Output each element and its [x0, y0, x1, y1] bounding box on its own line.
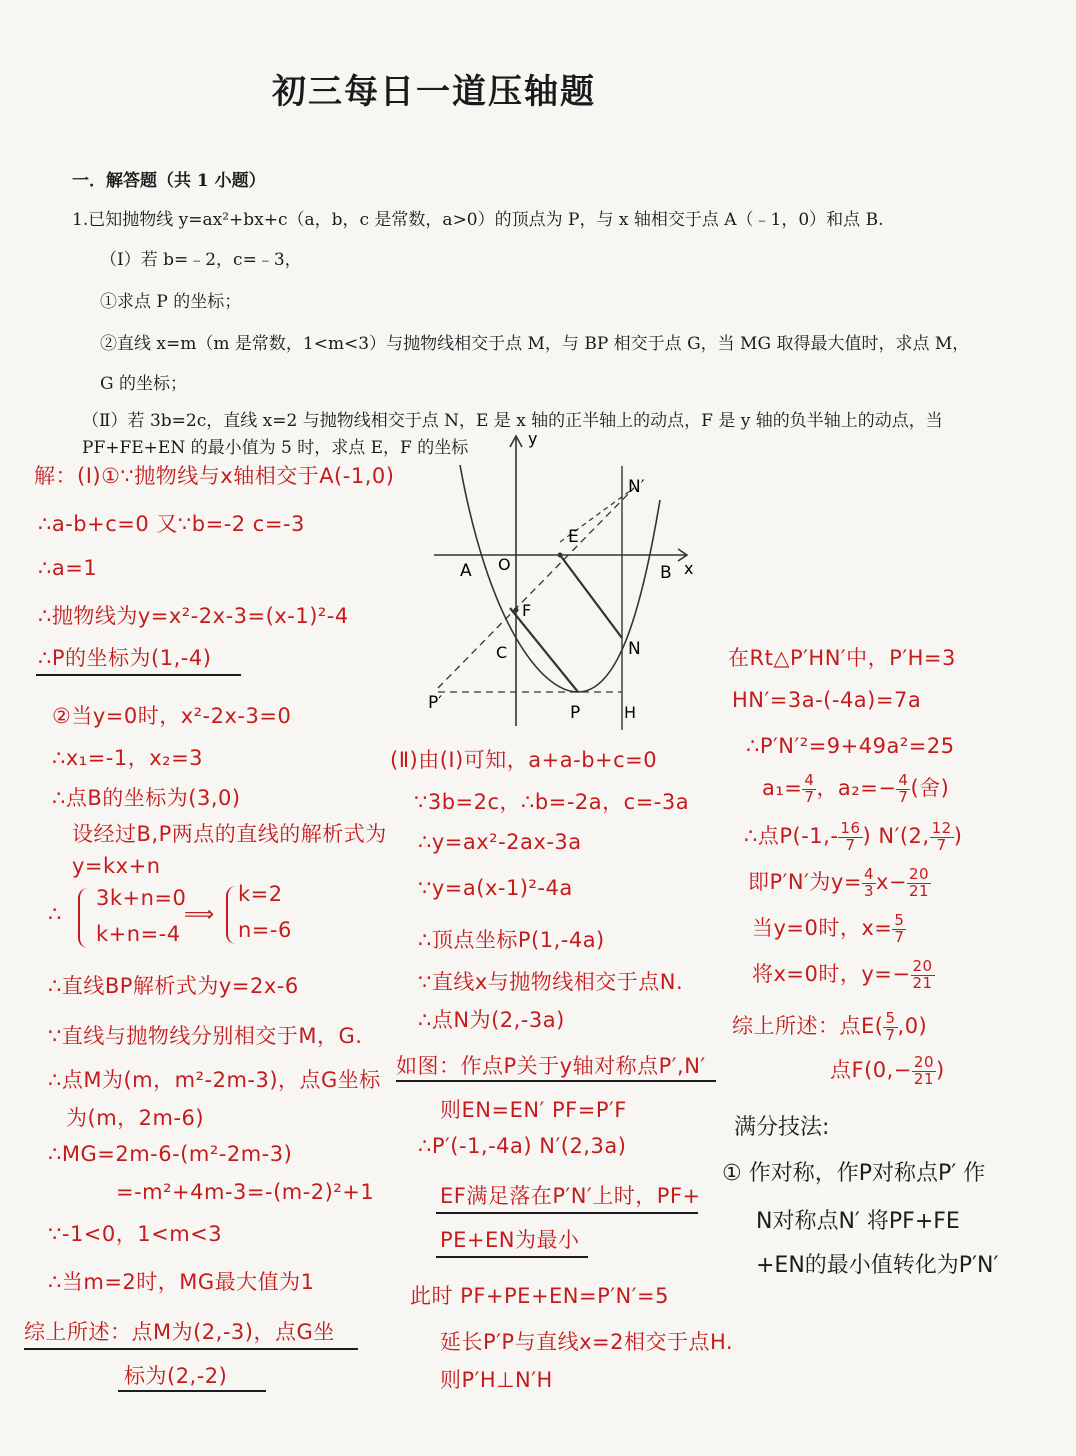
sol-right-line: 在Rt△P′HN′中，P′H=3 [728, 646, 956, 670]
fraction: $\frac{12}{7}$ [931, 818, 952, 854]
label-f: F [522, 601, 532, 620]
sol-left-line: 标为(2,-2) [124, 1364, 228, 1388]
page-title: 初三每日一道压轴题 [272, 72, 596, 112]
label-o: O [498, 555, 511, 574]
sol-left-line: 综上所述：点M为(2,-3)，点G坐 [24, 1320, 335, 1344]
sol-left-line: ∴直线BP解析式为y=2x-6 [48, 974, 299, 998]
implies-arrow: ⟹ [184, 902, 215, 926]
fraction: $\frac{16}{7}$ [840, 818, 861, 854]
problem-stem: 1.已知抛物线 y=ax²+bx+c（a，b，c 是常数，a>0）的顶点为 P，与 x 轴相交于点 A（﹣1，0）和点 B. [72, 210, 884, 230]
part1-question-2-cont: G 的坐标； [100, 374, 187, 394]
fraction: $\frac{5}{7}$ [885, 1008, 896, 1044]
label-p-prime: P′ [428, 693, 443, 713]
sol-left-line: ②当y=0时，x²-2x-3=0 [52, 704, 292, 728]
sol-left-marker: ∴ [48, 902, 62, 926]
fraction: $\frac{4}{7}$ [898, 770, 909, 806]
label-b: B [660, 563, 672, 583]
part2-question: （Ⅱ）若 3b=2c，直线 x=2 与抛物线相交于点 N，E 是 x 轴的正半轴上的动点，F 是 y 轴的负半轴上的动点，当 [82, 411, 943, 431]
sol-mid-line: ∵y=a(x-1)²-4a [418, 876, 573, 900]
label-y: y [528, 430, 538, 448]
sol-right-y-intercept: 将x=0时，y=− $\frac{20}{21}$ [752, 956, 933, 992]
fraction: $\frac{20}{21}$ [909, 864, 930, 900]
sol-mid-line: ∴P′(-1,-4a) N′(2,3a) [418, 1134, 627, 1158]
method-line: ① 作对称，作P对称点P′ 作 [722, 1161, 986, 1186]
sol-mid-line: ∵直线x与抛物线相交于点N. [418, 970, 684, 994]
right-brace [226, 886, 236, 944]
label-n: N [628, 639, 641, 659]
sol-left-line: ∵-1<0，1<m<3 [48, 1222, 223, 1246]
sol-left-line: ∴点M为(m，m²-2m-3)，点G坐标 [48, 1068, 381, 1092]
sol-right-a-values: a₁= $\frac{4}{7}$ ，a₂=− $\frac{4}{7}$ (舍) [762, 770, 950, 806]
underline [396, 1080, 716, 1082]
sol-left-system: 3k+n=0 [96, 886, 187, 910]
left-brace [78, 888, 88, 948]
sol-mid-line: ∵3b=2c，∴b=-2a，c=-3a [414, 790, 690, 814]
fraction: $\frac{4}{3}$ [863, 864, 874, 900]
sol-left-line: 设经过B,P两点的直线的解析式为 [72, 822, 387, 846]
section-heading: 一．解答题（共 1 小题） [72, 171, 266, 191]
label-h: H [624, 703, 637, 722]
segment-p-f [510, 608, 578, 692]
sol-mid-line: ∴点N为(2,-3a) [418, 1008, 565, 1032]
sol-mid-line: EF满足落在P′N′上时，PF+ [440, 1184, 701, 1208]
sol-left-line: ∵直线与抛物线分别相交于M，G. [48, 1024, 363, 1048]
sol-left-line: =-m²+4m-3=-(m-2)²+1 [116, 1180, 375, 1204]
fraction: $\frac{4}{7}$ [804, 770, 815, 806]
sol-mid-line: ∴顶点坐标P(1,-4a) [418, 928, 605, 952]
sol-left-line: ∴a=1 [38, 556, 98, 580]
sol-left-line: ∴MG=2m-6-(m²-2m-3) [48, 1142, 293, 1166]
segment-e-n [560, 555, 622, 638]
sol-mid-line: (Ⅱ)由(Ⅰ)可知，a+a-b+c=0 [390, 748, 658, 772]
method-line: N对称点N′ 将PF+FE [756, 1209, 960, 1234]
sol-left-system: k+n=-4 [96, 922, 181, 946]
fraction: $\frac{20}{21}$ [913, 1052, 934, 1088]
underline [436, 1212, 698, 1214]
sol-right-line: ∴P′N′²=9+49a²=25 [746, 734, 955, 758]
sol-left-line: y=kx+n [72, 854, 161, 878]
label-n-prime: N′ [628, 477, 645, 497]
sol-right-conclusion-e: 综上所述：点E( $\frac{5}{7}$ ,0) [732, 1008, 928, 1044]
sol-right-line: HN′=3a-(-4a)=7a [732, 688, 922, 712]
underline [24, 1348, 358, 1350]
sol-mid-line: PE+EN为最小 [440, 1228, 580, 1252]
label-c: C [496, 643, 508, 662]
fraction: $\frac{5}{7}$ [894, 910, 905, 946]
part1-question-1: ①求点 P 的坐标； [100, 292, 242, 312]
sol-right-points: ∴点P(-1,- $\frac{16}{7}$ ) N′(2, $\frac{12}{7}$ ) [744, 818, 963, 854]
sol-mid-line: 则EN=EN′ PF=P′F [440, 1098, 627, 1122]
sol-left-system: n=-6 [238, 918, 292, 942]
sol-left-line: 解：(Ⅰ)①∵抛物线与x轴相交于A(-1,0) [34, 464, 395, 488]
sol-left-line: ∴P的坐标为(1,-4) [38, 646, 212, 670]
dashed-line-p-prime-n-prime [438, 488, 634, 688]
label-e: E [568, 527, 579, 547]
sol-mid-line: ∴y=ax²-2ax-3a [418, 830, 582, 854]
label-p: P [570, 703, 581, 723]
label-x: x [684, 559, 694, 578]
point-f [514, 608, 519, 613]
fraction: $\frac{20}{21}$ [912, 956, 933, 992]
sol-left-line: ∴当m=2时，MG最大值为1 [48, 1270, 315, 1294]
sol-mid-line: 此时 PF+PE+EN=P′N′=5 [410, 1284, 669, 1308]
coordinate-diagram [410, 430, 700, 740]
part1-condition: （Ⅰ）若 b=﹣2，c=﹣3， [100, 250, 302, 270]
sol-left-line: ∴点B的坐标为(3,0) [52, 786, 241, 810]
label-a: A [460, 561, 472, 581]
sol-left-line: ∴a-b+c=0 又∵b=-2 c=-3 [38, 512, 305, 536]
underline [436, 1256, 588, 1258]
sol-left-line: ∴抛物线为y=x²-2x-3=(x-1)²-4 [38, 604, 349, 628]
sol-left-system: k=2 [238, 882, 283, 906]
sol-mid-line: 延长P′P与直线x=2相交于点H. [440, 1330, 734, 1354]
sol-right-line-eq: 即P′N′为y= $\frac{4}{3}$ x− $\frac{20}{21}$ [748, 864, 930, 900]
sol-mid-line: 如图：作点P关于y轴对称点P′,N′ [396, 1054, 706, 1078]
sol-right-conclusion-f: 点F(0,− $\frac{20}{21}$ ) [830, 1052, 945, 1088]
method-line: +EN的最小值转化为P′N′ [756, 1253, 999, 1278]
sol-right-x-intercept: 当y=0时，x= $\frac{5}{7}$ [752, 910, 905, 946]
point-e [558, 553, 563, 558]
part2-question-cont: PF+FE+EN 的最小值为 5 时，求点 E，F 的坐标 [82, 438, 469, 458]
method-heading: 满分技法: [734, 1115, 830, 1140]
sol-left-line: ∴x₁=-1，x₂=3 [52, 746, 204, 770]
sol-mid-line: 则P′H⊥N′H [440, 1368, 553, 1392]
part1-question-2: ②直线 x=m（m 是常数，1<m<3）与抛物线相交于点 M，与 BP 相交于点 G，当 MG 取得最大值时，求点 M， [100, 334, 970, 354]
sol-left-line: 为(m，2m-6) [66, 1106, 205, 1130]
underline [118, 1390, 266, 1392]
underline [36, 674, 241, 676]
